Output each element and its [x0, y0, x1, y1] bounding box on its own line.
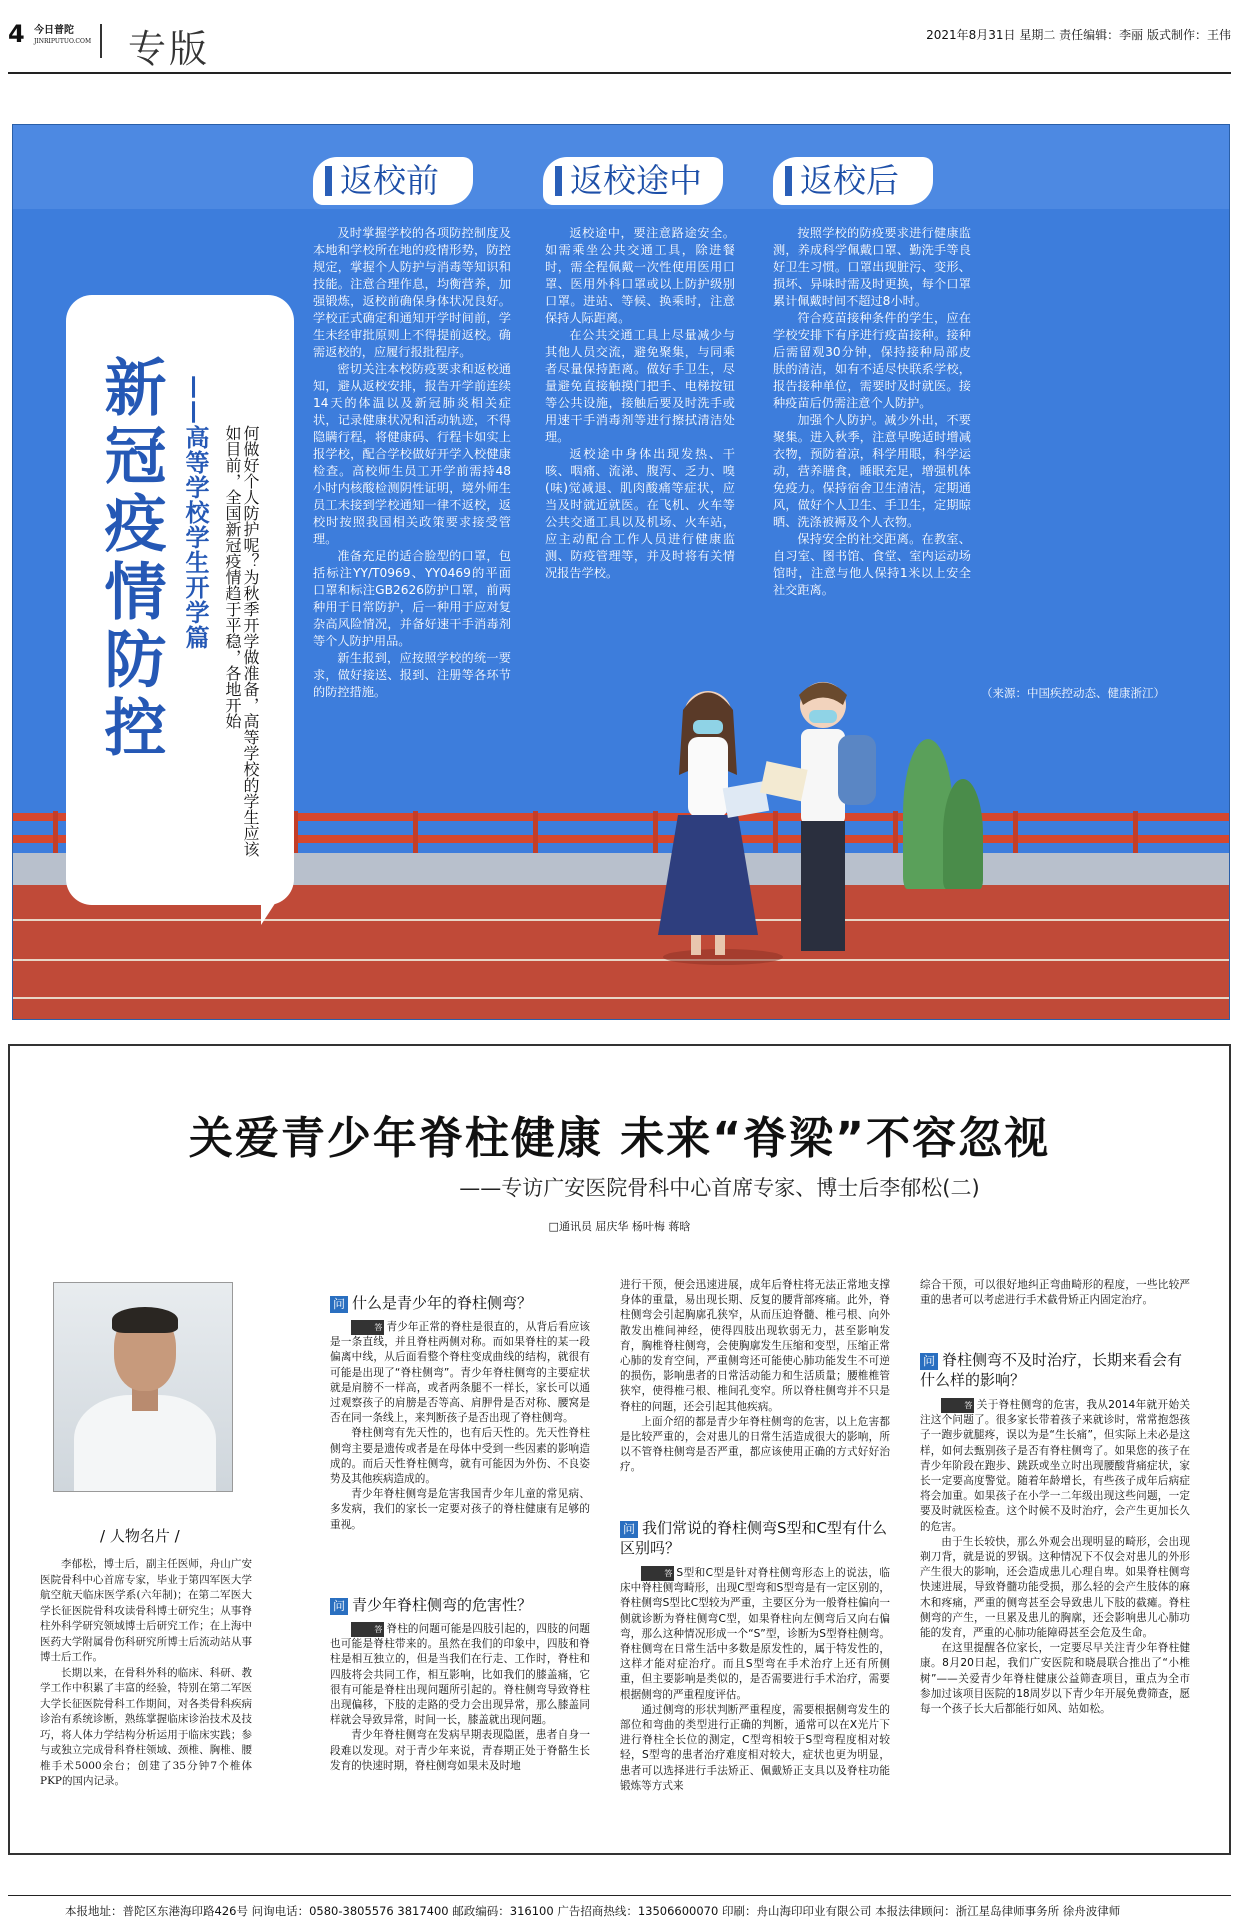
question-icon: 问: [620, 1521, 638, 1538]
paragraph: 返校途中身体出现发热、干咳、咽痛、流涕、腹泻、乏力、嗅(味)觉减退、肌肉酸痛等症状，应当及时就近就医。在飞机、火车等公共交通工具以及机场、火车站，应主动配合工作人员进行健康监测、防疫管理等，并及时将有关情况报告学校。: [545, 447, 735, 580]
paragraph: 上面介绍的都是青少年脊柱侧弯的危害，以上危害都是比较严重的，会对患儿的日常生活造成很大的影响，所以不管脊柱侧弯是否严重，都应该使用正确的方式好好治疗。: [620, 1415, 890, 1474]
footer-rule: [8, 1895, 1231, 1896]
track-lane-line: [13, 959, 1229, 961]
paragraph: 综合干预，可以很好地纠正弯曲畸形的程度，一些比较严重的患者可以考虑进行手术截骨矫正内固定治疗。: [920, 1279, 1190, 1307]
before-return-text: [313, 225, 511, 701]
portrait-hair: [112, 1307, 178, 1333]
section-title: 专版: [128, 27, 211, 71]
paragraph: 青少年脊柱侧弯在发病早期表现隐匿，患者自身一段难以发现。对于青少年来说，青春期正处于脊骼生长发育的快速时期，脊柱侧弯如果未及时地: [330, 1729, 590, 1772]
paragraph: 新生报到，应按照学校的统一要求，做好接送、报到、注册等各环节的防控措施。: [313, 651, 511, 699]
answer-marker: 答: [351, 1320, 384, 1335]
track-lane-line: [13, 997, 1229, 999]
expert-portrait: [53, 1282, 233, 1492]
after-return-text: [773, 225, 971, 599]
profile-label: / 人物名片 /: [100, 1527, 180, 1545]
answer-2: [330, 1622, 590, 1774]
fence-post: [893, 811, 898, 855]
tab-after-return: [773, 157, 933, 205]
banner-subtitle: ——高等学校学生开学篇: [181, 375, 209, 650]
article-byline: □通讯员 屈庆华 杨叶梅 蒋晗: [548, 1220, 691, 1233]
article-title: 关爱青少年脊柱健康 未来“脊梁”不容忽视: [188, 1113, 1051, 1164]
newspaper-masthead: [34, 25, 91, 47]
answer-3-continued: [920, 1278, 1190, 1308]
paragraph: 返校途中，要注意路途安全。如需乘坐公共交通工具，除进餐时，需全程佩戴一次性使用医用口罩、医用外科口罩或以上防护级别口罩。进站、等候、换乘时，注意保持人际距离。: [545, 226, 735, 325]
tag-accent-bar: [785, 166, 792, 196]
issue-meta: 2021年8月31日 星期二 责任编辑：李丽 版式制作：王伟: [926, 28, 1231, 42]
on-the-way-text: [545, 225, 735, 582]
answer-3: [620, 1566, 890, 1846]
article-subtitle: ——专访广安医院骨科中心首席专家、博士后李郁松(二): [459, 1176, 980, 1200]
question-icon: 问: [330, 1296, 348, 1313]
fence-post: [533, 811, 538, 855]
tab-label: 返校后: [800, 161, 899, 200]
paragraph: 按照学校的防疫要求进行健康监测，养成科学佩戴口罩、勤洗手等良好卫生习惯。口罩出现脏污、变形、损坏、异味时需及时更换，每个口罩累计佩戴时间不超过8小时。: [773, 226, 971, 308]
source-note: （来源：中国疾控动态、健康浙江）: [981, 686, 1165, 700]
question-heading-4: [920, 1350, 1190, 1390]
question-heading-3: [620, 1518, 890, 1558]
paragraph: [330, 1622, 590, 1728]
paragraph-text: 脊柱的问题可能是四肢引起的，四肢的问题也可能是脊柱带来的。虽然在我们的印象中，四肢和脊柱是相互独立的，但是当我们在行走、工作时，脊柱和四肢将会共同工作，相互影响，比如我们的膝盖痛，它很有可能是脊柱出现问题所引起的。脊柱侧弯导致脊柱出现偏移，下肢的走路的受力会出现异常，那么膝盖同样就会导致异常，时间一长，膝盖就出现问题。: [330, 1623, 590, 1727]
paragraph: 通过侧弯的形状判断严重程度，需要根据侧弯发生的部位和弯曲的类型进行正确的判断，通常可以在X光片下进行脊柱全长位的测定，C型弯相较于S型弯程度相对较轻，S型弯的患者治疗难度相对较大，症状也更为明显，患者可以选择进行手法矫正、佩戴矫正支具以及脊柱功能锻炼等方式来: [620, 1703, 890, 1792]
banner-main-title: 新冠疫情防控: [94, 355, 167, 763]
question-heading-1: [330, 1293, 590, 1313]
paragraph: 李郁松，博士后，副主任医师，舟山广安医院骨科中心首席专家，毕业于第四军医大学航空航天临床医学系(六年制)；在第二军医大学长征医院骨科攻读骨科博士研究生；从事脊柱外科学研究领域博士后研究工作；在上海中医药大学附属骨伤科研究所博士后流动站从事博士后工作。: [40, 1558, 252, 1663]
banner-lead-text: 何做好个人防护呢？为秋季开学做准备，高等学校的学生应该如目前，全国新冠疫情趋于平稳，各地开始: [223, 425, 260, 857]
paragraph: 密切关注本校防疫要求和返校通知，避从返校安排，报告开学前连续14天的体温以及新冠肺炎相关症状，记录健康状况和活动轨迹，不得隐瞒行程，将健康码、行程卡如实上报学校，配合学校做好开学入校健康检查。高校师生员工开学前需持48小时内核酸检测阴性证明，境外师生员工未接到学校通知一律不返校，返校时按照我国相关政策要求接受管理。: [313, 362, 511, 546]
fence-post: [1013, 811, 1018, 855]
footer-info: 本报地址：普陀区东港海印路426号 问询电话：0580-3805576 3817400 邮政编码：316100 广告招商热线：13506600070 印刷：舟山海印印业有限公司 本报法律顾问：浙江星岛律师事务所 徐舟波律师: [65, 1904, 1121, 1918]
answer-marker: 答: [351, 1622, 384, 1637]
expert-bio: [40, 1557, 252, 1790]
track-lane-line: [13, 919, 1229, 921]
question-heading-2: [330, 1595, 590, 1615]
paragraph-text: 青少年正常的脊柱是很直的，从背后看应该是一条直线，并且脊柱两侧对称。而如果脊柱的某一段偏离中线，从后面看整个脊柱变成曲线的结构，就很有可能是出现了“脊柱侧弯”。青少年脊柱侧弯的主要症状就是肩膀不一样高，或者两条腿不一样长，家长可以通过观察孩子的肩膀是否等高、肩胛骨是否对称、腰窝是否在同一条线上，来判断孩子是否出现了脊柱侧弯。: [330, 1321, 590, 1425]
page-number: 4: [8, 20, 25, 48]
answer-1: [330, 1320, 590, 1533]
answer-marker: 答: [941, 1398, 974, 1413]
paragraph-text: 关于脊柱侧弯的危害，我从2014年就开始关注这个问题了。很多家长带着孩子来就诊时，常常抱怨孩子一跑步就腿疼，误以为是“生长痛”，但实际上未必是这样，如何去甄别孩子是否有脊柱侧弯了。如果您的孩子在青少年阶段在跑步、跳跃或坐立时出现腰酸背痛症状，家长一定要高度警觉。随着年龄增长，有些孩子成年后病症将会加重。如果孩子在小学一二年级出现这些问题，一定要及时就医检查。这个时候不及时治疗，会产生更加长久的危害。: [920, 1399, 1190, 1533]
question-icon: 问: [330, 1598, 348, 1615]
tab-label: 返校前: [340, 161, 439, 200]
question-icon: 问: [920, 1353, 938, 1370]
fence-post: [413, 811, 418, 855]
tab-label: 返校途中: [570, 161, 702, 200]
masthead-en: JINRIPUTUO.COM: [34, 38, 92, 45]
question-text: 青少年脊柱侧弯的危害性？: [352, 1596, 533, 1614]
question-text: 脊柱侧弯不及时治疗，长期来看会有什么样的影响？: [920, 1351, 1183, 1389]
tab-before-return: [313, 157, 473, 205]
paragraph: 由于生长较快，那么外观会出现明显的畸形，会出现剃刀背，就是说的罗锅。这种情况下不仅会对患儿的外形产生很大的影响，还会造成患儿心理自卑。如果脊柱侧弯快速进展，导致脊髓功能受损，那么轻的会产生肢体的麻木和疼痛，严重的侧弯甚至会导致患儿下肢的截瘫。脊柱侧弯的产生，一旦累及患儿的胸廓，还会影响患儿心肺功能的发育，严重的心肺功能障碍甚至会危及生命。: [920, 1535, 1190, 1640]
paragraph: 脊柱侧弯有先天性的，也有后天性的。先天性脊柱侧弯主要是遗传或者是在母体中受到一些因素的影响造成的。而后天性脊柱侧弯，就有可能因为外伤、不良姿势及其他疾病造成的。: [330, 1427, 590, 1486]
paragraph: 符合疫苗接种条件的学生，应在学校安排下有序进行疫苗接种。接种后需留观30分钟，保持接种局部皮肤的清洁，如有不适尽快联系学校，报告接种单位，需要时及时就医。接种疫苗后仍需注意个人防护。: [773, 311, 971, 410]
running-track: [13, 885, 1229, 1020]
students-illustration: [633, 665, 893, 965]
paragraph: 长期以来，在骨科外科的临床、科研、教学工作中积累了丰富的经验，特别在第二军医大学长征医院骨科工作期间，对各类骨科疾病诊治有系统诊断，熟练掌握临床诊治技术及技巧，将人体力学结构分析运用于临床实践；参与或独立完成骨科脊柱领域、颈椎、胸椎、腰椎手术5000余台；创建了35分钟7个椎体PKP的国内记录。: [40, 1666, 252, 1787]
paragraph: 加强个人防护。减少外出，不要聚集。进入秋季，注意早晚适时增减衣物，预防着凉，科学用眼，科学运动，营养膳食，睡眠充足，增强机体免疫力。保持宿舍卫生清洁，定期通风，做好个人卫生、手卫生，定期晾晒、洗涤被褥及个人衣物。: [773, 413, 971, 529]
answer-2-continued: [620, 1278, 890, 1476]
plant-illustration: [943, 779, 983, 889]
question-text: 什么是青少年的脊柱侧弯？: [352, 1294, 533, 1312]
paragraph: 及时掌握学校的各项防控制度及本地和学校所在地的疫情形势，防控规定，掌握个人防护与消毒等知识和技能。注意合理作息，均衡营养，加强锻炼，返校前确保身体状况良好。学校正式确定和通知开学时间前，学生未经审批原则上不得提前返校。确需返校的，应履行报批程序。: [313, 226, 511, 359]
paragraph: 在公共交通工具上尽量减少与其他人员交流，避免聚集，与同乘者尽量保持距离。做好手卫生，尽量避免直接触摸门把手、电梯按钮等公共设施，接触后要及时洗手或用速干手消毒剂等进行擦拭清洁处理。: [545, 328, 735, 444]
tag-accent-bar: [325, 166, 332, 196]
fence-post: [53, 811, 58, 855]
header-rule: [8, 72, 1231, 74]
paragraph: 保持安全的社交距离。在教室、自习室、图书馆、食堂、室内运动场馆时，注意与他人保持1米以上安全社交距离。: [773, 532, 971, 597]
answer-marker: 答: [641, 1566, 674, 1581]
masthead-cn: 今日普陀: [34, 25, 74, 36]
covid-prevention-banner: [12, 124, 1230, 1020]
paragraph: [330, 1320, 590, 1426]
tab-on-the-way: [543, 157, 723, 205]
paragraph-text: S型和C型是针对脊柱侧弯形态上的说法，临床中脊柱侧弯畸形，出现C型弯和S型弯是有一定区别的，脊柱侧弯S型比C型较为严重，主要区分为一般脊柱偏向一侧就诊断为脊柱侧弯C型，如果脊柱向左侧弯后又向右偏弯，那么这种情况形成一个“S”型，诊断为S型脊柱侧弯。脊柱侧弯在日常生活中多数是原发性的，属于特发性的，这样才能对症治疗。而且S型弯在手术治疗上还有所侧重，但主要影响是类似的，是否需要进行手术治疗，需要根据侧弯的严重程度评估。: [620, 1567, 890, 1701]
tag-accent-bar: [555, 166, 562, 196]
header-divider: [100, 24, 102, 58]
question-text: 我们常说的脊柱侧弯S型和C型有什么区别吗？: [620, 1519, 887, 1557]
speech-bubble-tail: [261, 885, 287, 925]
paragraph: 进行干预，便会迅速进展，成年后脊柱将无法正常地支撑身体的重量，易出现长期、反复的腰背部疼痛。此外，脊柱侧弯会引起胸廓孔狭窄，从而压迫脊髓、椎弓根、向外散发出椎间神经，使得四肢出现软弱无力，甚至影响发育，胸椎脊柱侧弯，会使胸廓发生压缩和变型，压缩正常心肺的发育空间，严重侧弯还可能使心肺功能发生不可逆的损伤，影响患者的日常活动能力和生活质量；腰椎椎管狭窄，使得椎弓根、椎间孔变窄。所以脊柱侧弯并不只是脊柱的问题，还会引起其他疾病。: [620, 1279, 890, 1413]
paragraph: [920, 1398, 1190, 1535]
paragraph: 在这里提醒各位家长，一定要尽早关注青少年脊柱健康。8月20日起，我们广安医院和晓晨联合推出了“小椎树”——关爱青少年脊柱健康公益筛查项目，重点为全市参加过该项目医院的18周岁以下青少年开展免费筛查，愿每一个孩子长大后都能行如风、站如松。: [920, 1642, 1190, 1716]
fence-post: [1133, 811, 1138, 855]
answer-4: [920, 1398, 1190, 1848]
paragraph: 准备充足的适合脸型的口罩，包括标注YY/T0969、YY0469的平面口罩和标注GB2626防护口罩，前两种用于日常防护，后一种用于应对复杂高风险情况，并备好速干手消毒剂等个人防护用品。: [313, 549, 511, 648]
paragraph: 青少年脊柱侧弯是危害我国青少年儿童的常见病、多发病，我们的家长一定要对孩子的脊柱健康有足够的重视。: [330, 1488, 590, 1531]
paragraph: [620, 1566, 890, 1703]
